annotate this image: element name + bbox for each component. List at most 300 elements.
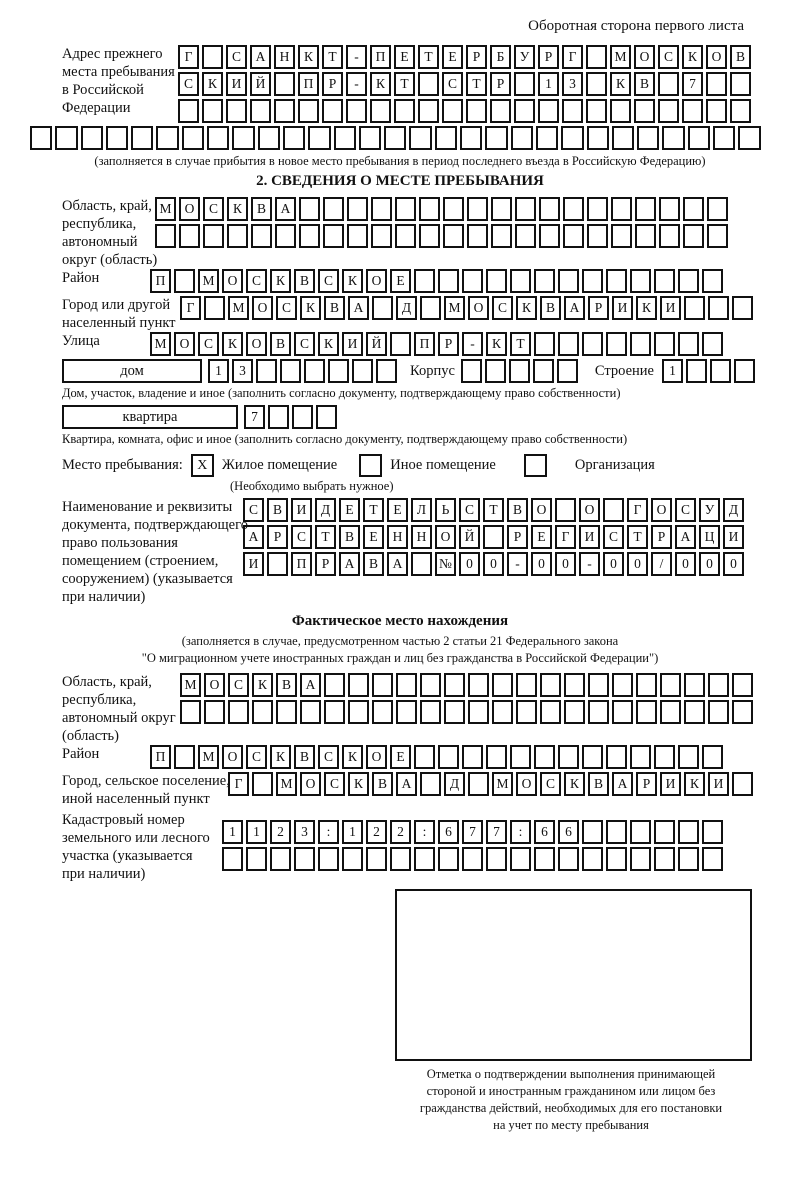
char-cell[interactable]: И: [579, 525, 600, 549]
char-cell[interactable]: [81, 126, 103, 150]
char-cell[interactable]: [467, 197, 488, 221]
char-cell[interactable]: В: [324, 296, 345, 320]
char-cell[interactable]: [678, 332, 699, 356]
char-cell[interactable]: О: [204, 673, 225, 697]
char-cell[interactable]: 0: [555, 552, 576, 576]
char-cell[interactable]: Н: [411, 525, 432, 549]
char-cell[interactable]: [582, 847, 603, 871]
char-cell[interactable]: [322, 99, 343, 123]
char-cell[interactable]: [634, 99, 655, 123]
char-cell[interactable]: К: [318, 332, 339, 356]
char-cell[interactable]: М: [228, 296, 249, 320]
char-cell[interactable]: С: [228, 673, 249, 697]
char-cell[interactable]: П: [414, 332, 435, 356]
char-cell[interactable]: [207, 126, 229, 150]
char-cell[interactable]: [732, 700, 753, 724]
char-cell[interactable]: [348, 673, 369, 697]
char-cell[interactable]: [558, 269, 579, 293]
char-cell[interactable]: 0: [603, 552, 624, 576]
char-cell[interactable]: Т: [510, 332, 531, 356]
char-cell[interactable]: [414, 269, 435, 293]
char-cell[interactable]: М: [198, 269, 219, 293]
char-cell[interactable]: В: [294, 269, 315, 293]
char-cell[interactable]: [630, 847, 651, 871]
char-cell[interactable]: [179, 224, 200, 248]
char-cell[interactable]: [443, 224, 464, 248]
char-cell[interactable]: [203, 224, 224, 248]
char-cell[interactable]: П: [150, 745, 171, 769]
char-cell[interactable]: [587, 126, 609, 150]
char-cell[interactable]: [630, 332, 651, 356]
char-cell[interactable]: В: [363, 552, 384, 576]
char-cell[interactable]: [226, 99, 247, 123]
char-cell[interactable]: [558, 332, 579, 356]
char-cell[interactable]: [396, 700, 417, 724]
char-cell[interactable]: К: [564, 772, 585, 796]
char-cell[interactable]: [485, 359, 506, 383]
char-cell[interactable]: [204, 296, 225, 320]
char-cell[interactable]: К: [486, 332, 507, 356]
char-cell[interactable]: [420, 772, 441, 796]
char-cell[interactable]: [444, 700, 465, 724]
char-cell[interactable]: [318, 847, 339, 871]
char-cell[interactable]: О: [706, 45, 727, 69]
char-cell[interactable]: 1: [342, 820, 363, 844]
char-cell[interactable]: [734, 359, 755, 383]
char-cell[interactable]: [702, 820, 723, 844]
char-cell[interactable]: Р: [636, 772, 657, 796]
char-cell[interactable]: П: [370, 45, 391, 69]
char-cell[interactable]: [710, 359, 731, 383]
char-cell[interactable]: С: [291, 525, 312, 549]
char-cell[interactable]: М: [150, 332, 171, 356]
char-cell[interactable]: Г: [555, 525, 576, 549]
char-cell[interactable]: [563, 224, 584, 248]
char-cell[interactable]: [155, 224, 176, 248]
char-cell[interactable]: К: [342, 745, 363, 769]
char-cell[interactable]: К: [227, 197, 248, 221]
char-cell[interactable]: Н: [387, 525, 408, 549]
char-cell[interactable]: [686, 359, 707, 383]
char-cell[interactable]: [256, 359, 277, 383]
char-cell[interactable]: С: [318, 269, 339, 293]
char-cell[interactable]: С: [203, 197, 224, 221]
char-cell[interactable]: В: [270, 332, 291, 356]
char-cell[interactable]: 3: [294, 820, 315, 844]
char-cell[interactable]: [534, 847, 555, 871]
char-cell[interactable]: [371, 224, 392, 248]
char-cell[interactable]: Т: [315, 525, 336, 549]
char-cell[interactable]: Е: [390, 745, 411, 769]
char-cell[interactable]: К: [300, 296, 321, 320]
char-cell[interactable]: О: [222, 269, 243, 293]
char-cell[interactable]: Е: [531, 525, 552, 549]
char-cell[interactable]: [347, 197, 368, 221]
char-cell[interactable]: [460, 126, 482, 150]
char-cell[interactable]: [438, 847, 459, 871]
char-cell[interactable]: Р: [507, 525, 528, 549]
char-cell[interactable]: С: [442, 72, 463, 96]
char-cell[interactable]: [258, 126, 280, 150]
char-cell[interactable]: [227, 224, 248, 248]
char-cell[interactable]: [611, 224, 632, 248]
char-cell[interactable]: [491, 224, 512, 248]
char-cell[interactable]: [486, 269, 507, 293]
char-cell[interactable]: [707, 224, 728, 248]
char-cell[interactable]: Н: [274, 45, 295, 69]
char-cell[interactable]: [270, 847, 291, 871]
char-cell[interactable]: М: [198, 745, 219, 769]
char-cell[interactable]: [486, 745, 507, 769]
char-cell[interactable]: Ь: [435, 498, 456, 522]
char-cell[interactable]: Т: [394, 72, 415, 96]
char-cell[interactable]: [55, 126, 77, 150]
char-cell[interactable]: С: [540, 772, 561, 796]
char-cell[interactable]: С: [178, 72, 199, 96]
char-cell[interactable]: М: [610, 45, 631, 69]
char-cell[interactable]: [276, 700, 297, 724]
char-cell[interactable]: Й: [459, 525, 480, 549]
char-cell[interactable]: [555, 498, 576, 522]
char-cell[interactable]: [250, 99, 271, 123]
char-cell[interactable]: [678, 820, 699, 844]
char-cell[interactable]: [514, 99, 535, 123]
char-cell[interactable]: [539, 224, 560, 248]
char-cell[interactable]: [514, 72, 535, 96]
char-cell[interactable]: [294, 847, 315, 871]
char-cell[interactable]: Л: [411, 498, 432, 522]
char-cell[interactable]: [438, 269, 459, 293]
char-cell[interactable]: [702, 847, 723, 871]
char-cell[interactable]: Р: [538, 45, 559, 69]
char-cell[interactable]: [702, 332, 723, 356]
char-cell[interactable]: [348, 700, 369, 724]
char-cell[interactable]: Й: [250, 72, 271, 96]
char-cell[interactable]: У: [699, 498, 720, 522]
char-cell[interactable]: [612, 700, 633, 724]
char-cell[interactable]: 6: [438, 820, 459, 844]
char-cell[interactable]: [323, 224, 344, 248]
char-cell[interactable]: К: [342, 269, 363, 293]
char-cell[interactable]: К: [348, 772, 369, 796]
char-cell[interactable]: [587, 224, 608, 248]
char-cell[interactable]: С: [324, 772, 345, 796]
char-cell[interactable]: [683, 197, 704, 221]
char-cell[interactable]: [352, 359, 373, 383]
char-cell[interactable]: И: [342, 332, 363, 356]
char-cell[interactable]: Е: [339, 498, 360, 522]
char-cell[interactable]: О: [468, 296, 489, 320]
char-cell[interactable]: [684, 673, 705, 697]
char-cell[interactable]: [323, 197, 344, 221]
char-cell[interactable]: В: [588, 772, 609, 796]
char-cell[interactable]: [372, 673, 393, 697]
char-cell[interactable]: [359, 126, 381, 150]
char-cell[interactable]: К: [610, 72, 631, 96]
char-cell[interactable]: С: [294, 332, 315, 356]
char-cell[interactable]: [268, 405, 289, 429]
char-cell[interactable]: 3: [562, 72, 583, 96]
char-cell[interactable]: О: [651, 498, 672, 522]
char-cell[interactable]: С: [318, 745, 339, 769]
char-cell[interactable]: [606, 820, 627, 844]
char-cell[interactable]: [738, 126, 760, 150]
char-cell[interactable]: [516, 700, 537, 724]
char-cell[interactable]: [414, 847, 435, 871]
char-cell[interactable]: [346, 99, 367, 123]
char-cell[interactable]: А: [348, 296, 369, 320]
char-cell[interactable]: К: [270, 269, 291, 293]
checkbox-inoe-pomeshchenie[interactable]: [359, 454, 382, 477]
char-cell[interactable]: [688, 126, 710, 150]
char-cell[interactable]: [515, 224, 536, 248]
char-cell[interactable]: О: [222, 745, 243, 769]
char-cell[interactable]: [538, 99, 559, 123]
char-cell[interactable]: [582, 332, 603, 356]
char-cell[interactable]: [394, 99, 415, 123]
char-cell[interactable]: А: [564, 296, 585, 320]
char-cell[interactable]: [732, 673, 753, 697]
char-cell[interactable]: [582, 745, 603, 769]
char-cell[interactable]: 7: [486, 820, 507, 844]
char-cell[interactable]: [564, 673, 585, 697]
char-cell[interactable]: 0: [531, 552, 552, 576]
char-cell[interactable]: [611, 197, 632, 221]
char-cell[interactable]: И: [612, 296, 633, 320]
char-cell[interactable]: [283, 126, 305, 150]
char-cell[interactable]: :: [414, 820, 435, 844]
char-cell[interactable]: 1: [662, 359, 683, 383]
char-cell[interactable]: [435, 126, 457, 150]
char-cell[interactable]: [384, 126, 406, 150]
char-cell[interactable]: Р: [490, 72, 511, 96]
char-cell[interactable]: [658, 99, 679, 123]
char-cell[interactable]: С: [246, 269, 267, 293]
char-cell[interactable]: М: [276, 772, 297, 796]
char-cell[interactable]: [659, 224, 680, 248]
char-cell[interactable]: [366, 847, 387, 871]
char-cell[interactable]: 0: [675, 552, 696, 576]
char-cell[interactable]: [411, 552, 432, 576]
char-cell[interactable]: -: [346, 72, 367, 96]
char-cell[interactable]: В: [372, 772, 393, 796]
char-cell[interactable]: [586, 72, 607, 96]
char-cell[interactable]: [468, 772, 489, 796]
char-cell[interactable]: [630, 820, 651, 844]
char-cell[interactable]: 7: [244, 405, 265, 429]
char-cell[interactable]: [683, 224, 704, 248]
char-cell[interactable]: П: [150, 269, 171, 293]
char-cell[interactable]: [418, 72, 439, 96]
char-cell[interactable]: [684, 296, 705, 320]
char-cell[interactable]: [732, 772, 753, 796]
char-cell[interactable]: [660, 673, 681, 697]
char-cell[interactable]: Т: [483, 498, 504, 522]
char-cell[interactable]: 7: [682, 72, 703, 96]
char-cell[interactable]: И: [660, 296, 681, 320]
char-cell[interactable]: О: [300, 772, 321, 796]
char-cell[interactable]: [533, 359, 554, 383]
char-cell[interactable]: [156, 126, 178, 150]
char-cell[interactable]: К: [516, 296, 537, 320]
char-cell[interactable]: [462, 847, 483, 871]
char-cell[interactable]: [396, 673, 417, 697]
char-cell[interactable]: В: [251, 197, 272, 221]
char-cell[interactable]: 7: [462, 820, 483, 844]
char-cell[interactable]: [534, 269, 555, 293]
char-cell[interactable]: [492, 673, 513, 697]
char-cell[interactable]: [606, 269, 627, 293]
char-cell[interactable]: [461, 359, 482, 383]
char-cell[interactable]: [299, 197, 320, 221]
char-cell[interactable]: К: [222, 332, 243, 356]
char-cell[interactable]: К: [370, 72, 391, 96]
char-cell[interactable]: [462, 269, 483, 293]
char-cell[interactable]: [232, 126, 254, 150]
char-cell[interactable]: [376, 359, 397, 383]
char-cell[interactable]: [334, 126, 356, 150]
char-cell[interactable]: :: [510, 820, 531, 844]
char-cell[interactable]: [274, 72, 295, 96]
char-cell[interactable]: Г: [178, 45, 199, 69]
char-cell[interactable]: [678, 847, 699, 871]
char-cell[interactable]: В: [730, 45, 751, 69]
char-cell[interactable]: -: [507, 552, 528, 576]
char-cell[interactable]: С: [226, 45, 247, 69]
char-cell[interactable]: К: [202, 72, 223, 96]
char-cell[interactable]: В: [634, 72, 655, 96]
char-cell[interactable]: [684, 700, 705, 724]
char-cell[interactable]: [588, 700, 609, 724]
char-cell[interactable]: Д: [315, 498, 336, 522]
char-cell[interactable]: [444, 673, 465, 697]
char-cell[interactable]: А: [250, 45, 271, 69]
char-cell[interactable]: Б: [490, 45, 511, 69]
char-cell[interactable]: [708, 673, 729, 697]
char-cell[interactable]: [558, 847, 579, 871]
char-cell[interactable]: [202, 99, 223, 123]
char-cell[interactable]: [274, 99, 295, 123]
char-cell[interactable]: [588, 673, 609, 697]
char-cell[interactable]: 0: [483, 552, 504, 576]
char-cell[interactable]: [491, 197, 512, 221]
checkbox-organizatsiya[interactable]: [524, 454, 547, 477]
char-cell[interactable]: Р: [651, 525, 672, 549]
char-cell[interactable]: [564, 700, 585, 724]
char-cell[interactable]: [204, 700, 225, 724]
char-cell[interactable]: Т: [627, 525, 648, 549]
char-cell[interactable]: [582, 820, 603, 844]
char-cell[interactable]: О: [634, 45, 655, 69]
char-cell[interactable]: [308, 126, 330, 150]
char-cell[interactable]: В: [294, 745, 315, 769]
char-cell[interactable]: [467, 224, 488, 248]
char-cell[interactable]: [174, 745, 195, 769]
char-cell[interactable]: Т: [322, 45, 343, 69]
char-cell[interactable]: [730, 72, 751, 96]
char-cell[interactable]: [562, 99, 583, 123]
char-cell[interactable]: [486, 847, 507, 871]
char-cell[interactable]: С: [198, 332, 219, 356]
char-cell[interactable]: 0: [723, 552, 744, 576]
char-cell[interactable]: [612, 126, 634, 150]
char-cell[interactable]: [587, 197, 608, 221]
char-cell[interactable]: В: [540, 296, 561, 320]
char-cell[interactable]: [462, 745, 483, 769]
char-cell[interactable]: К: [682, 45, 703, 69]
char-cell[interactable]: [442, 99, 463, 123]
char-cell[interactable]: [630, 745, 651, 769]
char-cell[interactable]: 2: [270, 820, 291, 844]
char-cell[interactable]: [342, 847, 363, 871]
char-cell[interactable]: [300, 700, 321, 724]
char-cell[interactable]: [539, 197, 560, 221]
char-cell[interactable]: [316, 405, 337, 429]
char-cell[interactable]: Е: [442, 45, 463, 69]
char-cell[interactable]: [468, 700, 489, 724]
char-cell[interactable]: О: [516, 772, 537, 796]
char-cell[interactable]: Р: [322, 72, 343, 96]
char-cell[interactable]: М: [492, 772, 513, 796]
char-cell[interactable]: [586, 99, 607, 123]
char-cell[interactable]: [603, 498, 624, 522]
char-cell[interactable]: Е: [390, 269, 411, 293]
char-cell[interactable]: [370, 99, 391, 123]
char-cell[interactable]: [636, 700, 657, 724]
char-cell[interactable]: [131, 126, 153, 150]
char-cell[interactable]: [280, 359, 301, 383]
char-cell[interactable]: О: [366, 269, 387, 293]
char-cell[interactable]: [630, 269, 651, 293]
checkbox-zhiloe-pomeshchenie[interactable]: [191, 454, 214, 477]
char-cell[interactable]: Г: [562, 45, 583, 69]
char-cell[interactable]: И: [291, 498, 312, 522]
char-cell[interactable]: [612, 673, 633, 697]
char-cell[interactable]: [635, 224, 656, 248]
char-cell[interactable]: Р: [588, 296, 609, 320]
char-cell[interactable]: [510, 847, 531, 871]
char-cell[interactable]: А: [675, 525, 696, 549]
char-cell[interactable]: К: [636, 296, 657, 320]
char-cell[interactable]: А: [612, 772, 633, 796]
char-cell[interactable]: П: [298, 72, 319, 96]
char-cell[interactable]: [418, 99, 439, 123]
char-cell[interactable]: О: [579, 498, 600, 522]
char-cell[interactable]: :: [318, 820, 339, 844]
char-cell[interactable]: [702, 269, 723, 293]
char-cell[interactable]: [390, 847, 411, 871]
char-cell[interactable]: 6: [558, 820, 579, 844]
char-cell[interactable]: [511, 126, 533, 150]
char-cell[interactable]: [372, 700, 393, 724]
char-cell[interactable]: О: [435, 525, 456, 549]
char-cell[interactable]: И: [660, 772, 681, 796]
char-cell[interactable]: [536, 126, 558, 150]
char-cell[interactable]: Ц: [699, 525, 720, 549]
char-cell[interactable]: [106, 126, 128, 150]
char-cell[interactable]: [390, 332, 411, 356]
char-cell[interactable]: С: [276, 296, 297, 320]
char-cell[interactable]: [708, 296, 729, 320]
char-cell[interactable]: [534, 332, 555, 356]
char-cell[interactable]: [509, 359, 530, 383]
char-cell[interactable]: [324, 673, 345, 697]
char-cell[interactable]: [420, 673, 441, 697]
char-cell[interactable]: [660, 700, 681, 724]
char-cell[interactable]: [483, 525, 504, 549]
char-cell[interactable]: К: [252, 673, 273, 697]
char-cell[interactable]: [558, 745, 579, 769]
